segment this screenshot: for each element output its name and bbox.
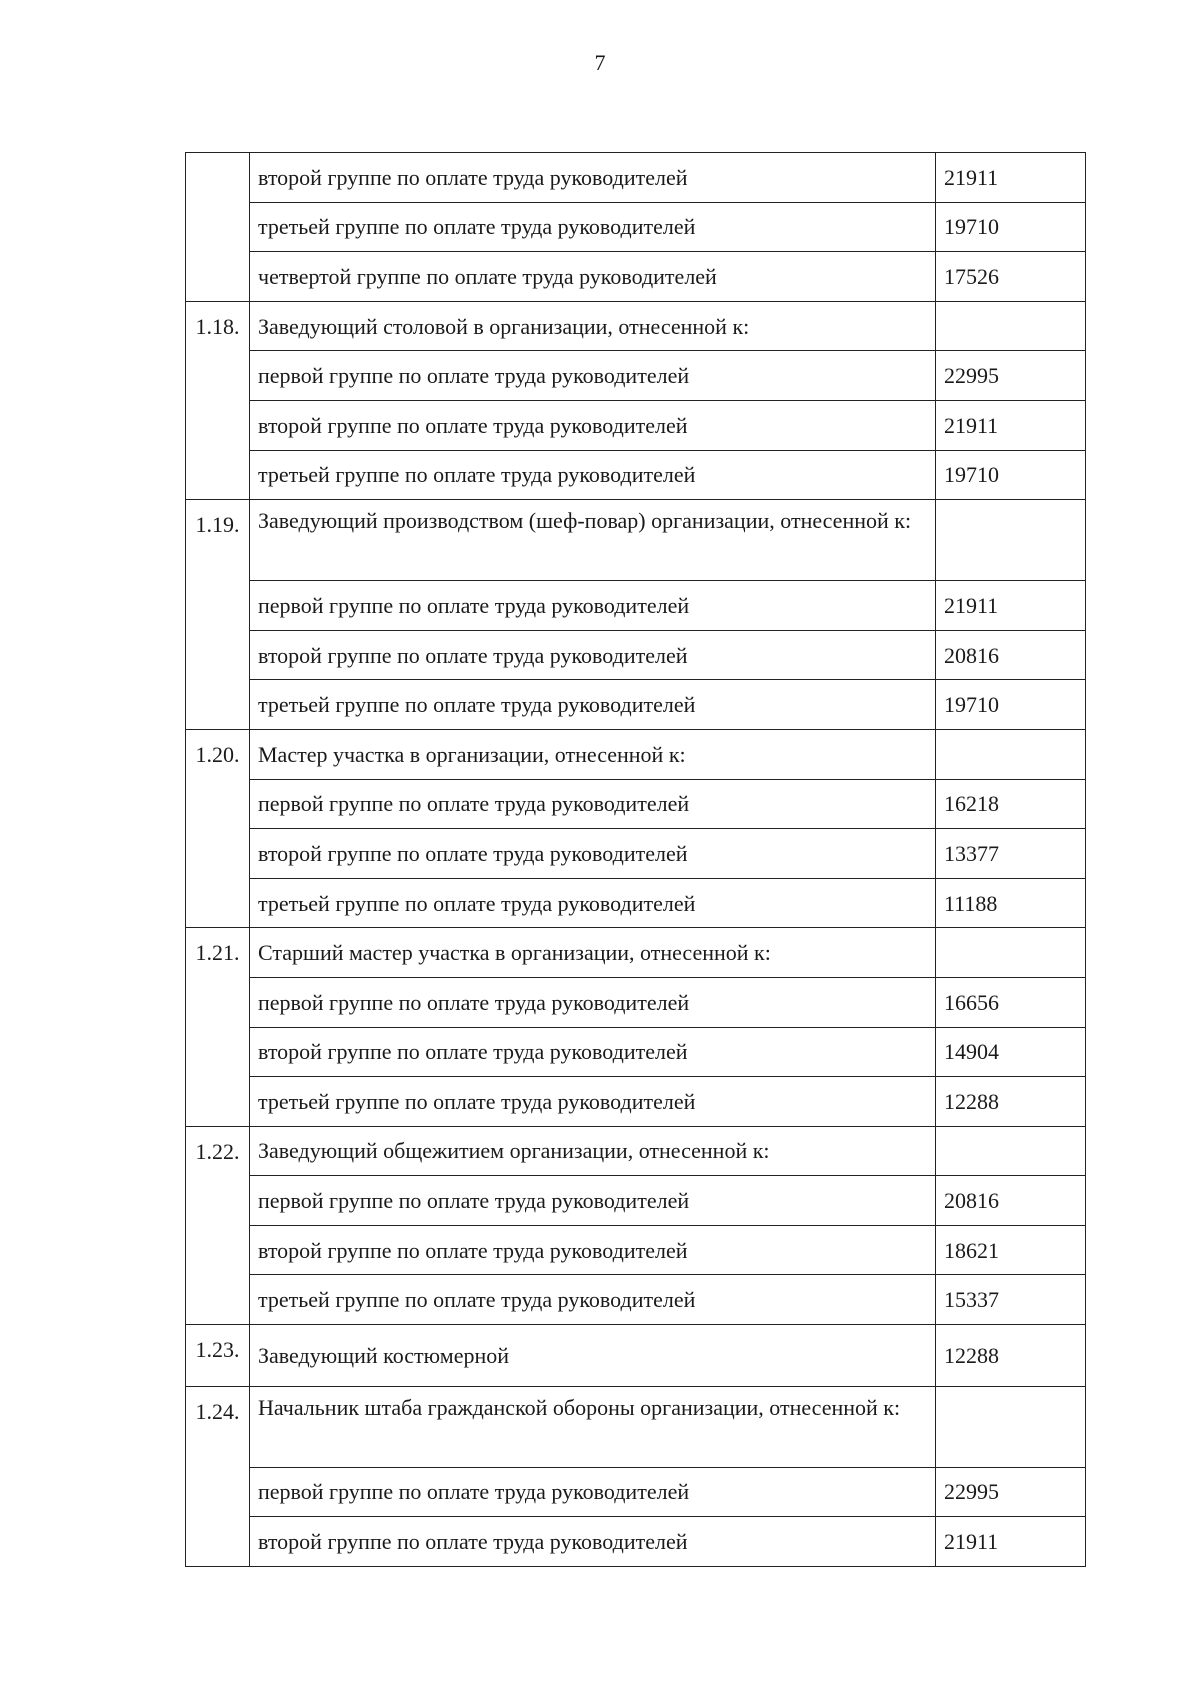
table-row bbox=[186, 153, 1086, 203]
position-description: второй группе по оплате труда руководителей bbox=[250, 1517, 936, 1567]
position-description: первой группе по оплате труда руководителей bbox=[250, 581, 936, 631]
position-description: первой группе по оплате труда руководителей bbox=[250, 1176, 936, 1226]
item-number-cell: 1.18. bbox=[186, 301, 250, 499]
item-number-cell: 1.19. bbox=[186, 500, 250, 730]
table-row bbox=[186, 1517, 1086, 1567]
table-row bbox=[186, 351, 1086, 401]
salary-value bbox=[936, 1126, 1086, 1176]
salary-value: 15337 bbox=[936, 1275, 1086, 1325]
table-row bbox=[186, 400, 1086, 450]
table-row bbox=[186, 450, 1086, 500]
salary-value: 12288 bbox=[936, 1077, 1086, 1127]
table-row bbox=[186, 680, 1086, 730]
item-number-cell bbox=[186, 153, 250, 302]
table-row bbox=[186, 1027, 1086, 1077]
table-row bbox=[186, 301, 1086, 351]
salary-value: 17526 bbox=[936, 252, 1086, 302]
position-title: Заведующий общежитием организации, отнесенной к: bbox=[250, 1126, 936, 1176]
position-title: Заведующий костюмерной bbox=[250, 1325, 936, 1387]
salary-value: 20816 bbox=[936, 1176, 1086, 1226]
salary-value: 11188 bbox=[936, 878, 1086, 928]
salary-value: 13377 bbox=[936, 829, 1086, 879]
salary-value: 22995 bbox=[936, 1467, 1086, 1517]
position-description: второй группе по оплате труда руководителей bbox=[250, 829, 936, 879]
position-title: Заведующий производством (шеф-повар) организации, отнесенной к: bbox=[250, 500, 936, 581]
item-number-cell: 1.21. bbox=[186, 928, 250, 1126]
item-number-cell: 1.24. bbox=[186, 1386, 250, 1566]
salary-value: 21911 bbox=[936, 581, 1086, 631]
table-row bbox=[186, 630, 1086, 680]
salary-value bbox=[936, 1386, 1086, 1467]
item-number-cell: 1.23. bbox=[186, 1325, 250, 1387]
position-description: четвертой группе по оплате труда руководителей bbox=[250, 252, 936, 302]
item-number-cell: 1.20. bbox=[186, 729, 250, 927]
table-row bbox=[186, 729, 1086, 779]
salary-table bbox=[185, 152, 1086, 1567]
table-row bbox=[186, 1126, 1086, 1176]
position-description: второй группе по оплате труда руководителей bbox=[250, 153, 936, 203]
salary-value bbox=[936, 301, 1086, 351]
salary-value: 19710 bbox=[936, 202, 1086, 252]
salary-value: 16656 bbox=[936, 977, 1086, 1027]
salary-value: 22995 bbox=[936, 351, 1086, 401]
table-row bbox=[186, 1077, 1086, 1127]
position-description: первой группе по оплате труда руководителей bbox=[250, 1467, 936, 1517]
salary-value: 16218 bbox=[936, 779, 1086, 829]
position-description: третьей группе по оплате труда руководителей bbox=[250, 680, 936, 730]
salary-value: 21911 bbox=[936, 1517, 1086, 1567]
position-description: первой группе по оплате труда руководителей bbox=[250, 779, 936, 829]
table-row bbox=[186, 581, 1086, 631]
salary-value bbox=[936, 729, 1086, 779]
salary-value: 18621 bbox=[936, 1225, 1086, 1275]
position-title: Старший мастер участка в организации, отнесенной к: bbox=[250, 928, 936, 978]
position-description: третьей группе по оплате труда руководителей bbox=[250, 1275, 936, 1325]
table-row bbox=[186, 829, 1086, 879]
table-row bbox=[186, 1386, 1086, 1467]
table-row bbox=[186, 1275, 1086, 1325]
table-row bbox=[186, 1176, 1086, 1226]
position-description: второй группе по оплате труда руководителей bbox=[250, 1027, 936, 1077]
table-row bbox=[186, 500, 1086, 581]
salary-value: 12288 bbox=[936, 1325, 1086, 1387]
position-description: третьей группе по оплате труда руководителей bbox=[250, 1077, 936, 1127]
table-row bbox=[186, 878, 1086, 928]
salary-value: 21911 bbox=[936, 153, 1086, 203]
position-description: третьей группе по оплате труда руководителей bbox=[250, 450, 936, 500]
salary-value bbox=[936, 500, 1086, 581]
position-title: Заведующий столовой в организации, отнесенной к: bbox=[250, 301, 936, 351]
salary-value: 14904 bbox=[936, 1027, 1086, 1077]
table-row bbox=[186, 202, 1086, 252]
table-row bbox=[186, 1225, 1086, 1275]
page-number: 7 bbox=[594, 50, 606, 75]
table-row bbox=[186, 977, 1086, 1027]
position-description: третьей группе по оплате труда руководителей bbox=[250, 878, 936, 928]
salary-value: 19710 bbox=[936, 680, 1086, 730]
table-row bbox=[186, 1325, 1086, 1387]
position-title: Мастер участка в организации, отнесенной к: bbox=[250, 729, 936, 779]
salary-value: 21911 bbox=[936, 400, 1086, 450]
position-description: второй группе по оплате труда руководителей bbox=[250, 1225, 936, 1275]
table-row bbox=[186, 779, 1086, 829]
table-row bbox=[186, 1467, 1086, 1517]
position-description: первой группе по оплате труда руководителей bbox=[250, 351, 936, 401]
position-description: первой группе по оплате труда руководителей bbox=[250, 977, 936, 1027]
salary-value: 19710 bbox=[936, 450, 1086, 500]
table-row bbox=[186, 928, 1086, 978]
salary-value bbox=[936, 928, 1086, 978]
table-row bbox=[186, 252, 1086, 302]
item-number-cell: 1.22. bbox=[186, 1126, 250, 1324]
position-description: третьей группе по оплате труда руководителей bbox=[250, 202, 936, 252]
salary-value: 20816 bbox=[936, 630, 1086, 680]
position-title: Начальник штаба гражданской обороны организации, отнесенной к: bbox=[250, 1386, 936, 1467]
position-description: второй группе по оплате труда руководителей bbox=[250, 630, 936, 680]
position-description: второй группе по оплате труда руководителей bbox=[250, 400, 936, 450]
